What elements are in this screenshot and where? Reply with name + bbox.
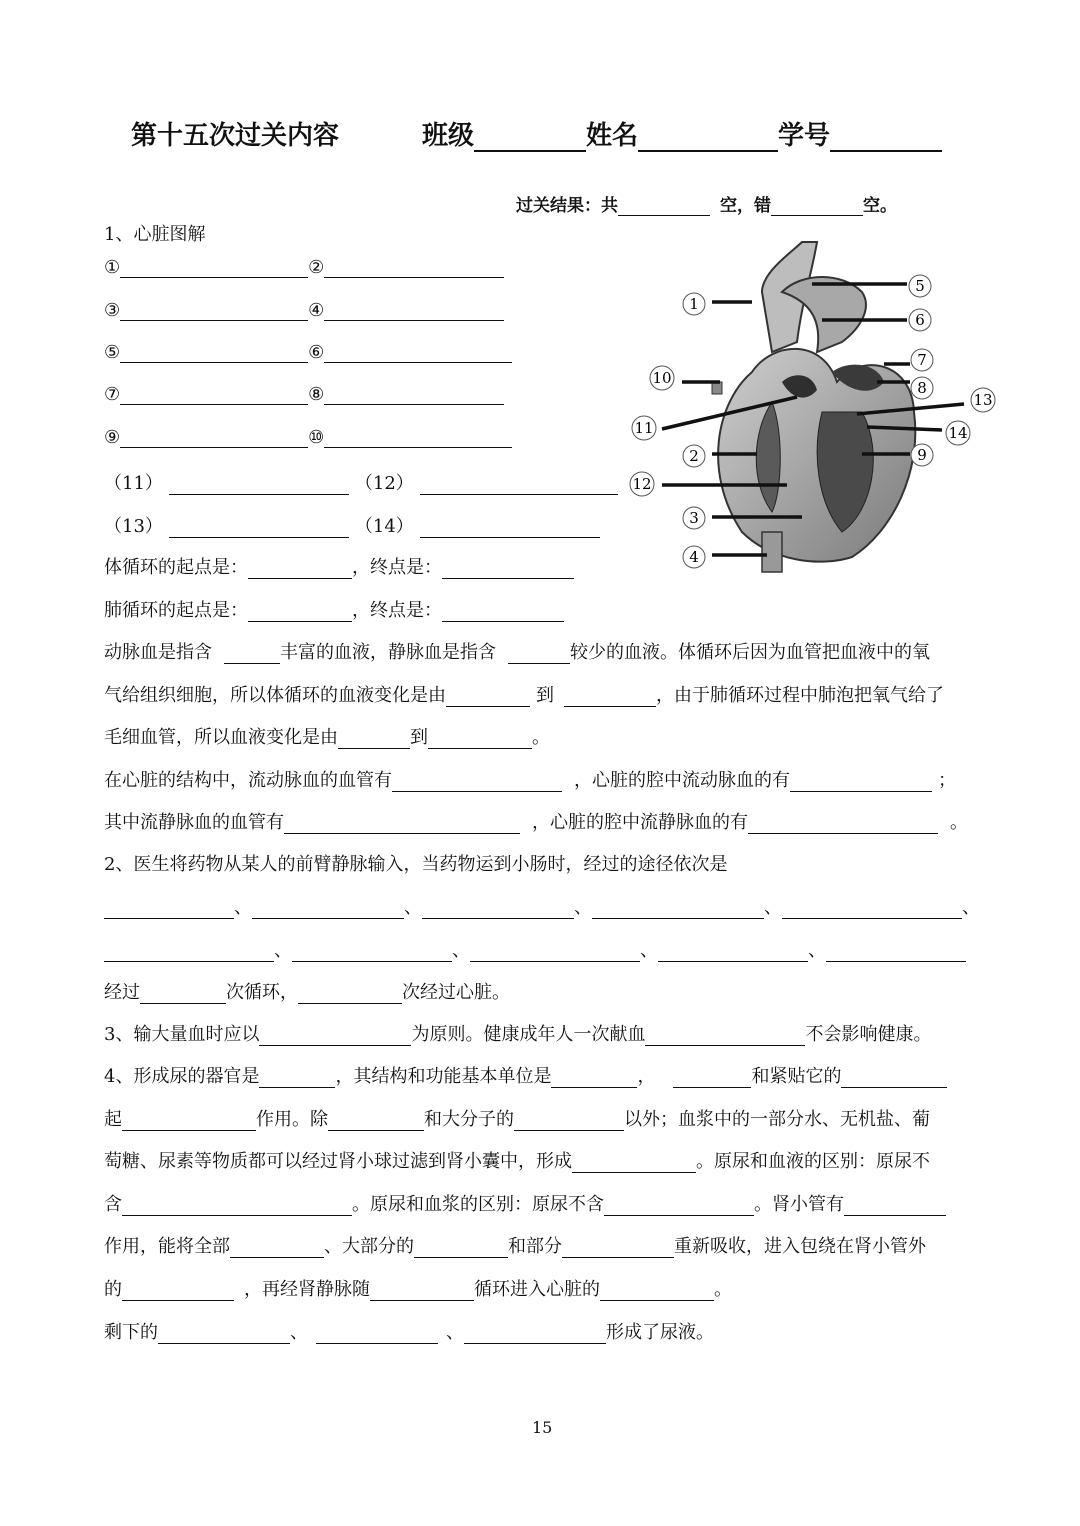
q4-blank-17[interactable] [600,1280,714,1301]
blank-12[interactable] [420,474,618,495]
q4-blank-18[interactable] [158,1323,290,1344]
q4-line-2 [104,1105,930,1131]
label-5: ⑤ [104,342,121,363]
q4-l5-a: 作用，能将全部 [104,1236,230,1257]
p2-b: 到 [536,685,554,706]
p5-c: 。 [950,812,968,833]
q4-line-6 [104,1275,732,1301]
sep: 、 [808,940,826,961]
name-blank[interactable] [638,124,778,152]
label-8: ⑧ [308,384,325,405]
blank-4[interactable] [324,300,504,321]
p4-b: ，心脏的腔中流动脉血的有 [574,770,790,791]
p1-b: 丰富的血液，静脉血是指含 [280,642,496,663]
heart-shape [712,242,915,572]
q2-path-row-2 [104,936,966,962]
diagram-label-1: 1 [689,295,699,313]
q3-row [104,1020,931,1046]
label-7: ⑦ [104,384,121,405]
q4-l2-d: 以外；血浆中的一部分水、无机盐、葡 [624,1109,930,1130]
q4-blank-8[interactable] [572,1152,696,1173]
q3-blank-2[interactable] [645,1025,805,1046]
diagram-label-2: 2 [689,447,699,465]
q4-l7-c: 、 [446,1322,464,1343]
sep: 、 [452,940,470,961]
q4-blank-16[interactable] [370,1280,474,1301]
blank-2[interactable] [324,257,504,278]
q4-l3-b: 。原尿和血液的区别：原尿不 [696,1151,930,1172]
diagram-label-8: 8 [917,379,927,397]
sep: 、 [574,897,592,918]
q4-blank-19[interactable] [316,1323,438,1344]
heart-diagram [622,232,1000,584]
q4-l2-c: 和大分子的 [424,1109,514,1130]
pulmonary-row [104,596,564,622]
p3-blank-2[interactable] [428,728,532,749]
q4-blank-9[interactable] [122,1195,352,1216]
p3-b: 到 [410,727,428,748]
q4-blank-13[interactable] [414,1237,508,1258]
q4-l7-a: 剩下的 [104,1322,158,1343]
pulmonary-start-blank[interactable] [248,601,352,622]
diagram-label-9: 9 [917,446,927,464]
p3-a: 毛细血管，所以血液变化是由 [104,727,338,748]
q3-b: 为原则。健康成年人一次献血 [411,1024,646,1045]
result-total-blank[interactable] [618,195,710,216]
id-label: 学号 [778,121,831,151]
p5-blank-2[interactable] [748,813,938,834]
systemic-start-blank[interactable] [248,558,352,579]
label-9: ⑨ [104,427,121,448]
systemic-end-blank[interactable] [442,558,574,579]
q4-blank-14[interactable] [562,1237,674,1258]
p5-a: 其中流静脉血的血管有 [104,812,284,833]
blank-13[interactable] [169,517,349,538]
label-row-3 [104,342,512,363]
p4-blank-2[interactable] [790,771,932,792]
blank-3[interactable] [120,300,308,321]
q4-l1-a: 4、形成尿的器官是 [104,1066,260,1087]
path-blank-2[interactable] [252,898,404,919]
q4-l3-a: 萄糖、尿素等物质都可以经过肾小球过滤到肾小囊中，形成 [104,1151,572,1172]
q4-line-5 [104,1232,926,1258]
label-3: ③ [104,300,121,321]
q3-a: 3、输大量血时应以 [104,1024,260,1045]
p5-b: ，心脏的腔中流静脉血的有 [532,812,748,833]
path-blank-3[interactable] [422,898,574,919]
para-line-3 [104,723,550,749]
result-mid: 空，错 [720,196,771,216]
q4-l1-d: 和紧贴它的 [751,1066,842,1087]
q4-line-1 [104,1062,947,1088]
label-row-2 [104,300,504,321]
q4-line-4 [104,1190,946,1216]
label-row-5 [104,427,512,448]
label-row-4 [104,384,504,405]
label-2: ② [308,257,325,278]
path-blank-7[interactable] [292,941,452,962]
q3-blank-1[interactable] [259,1025,411,1046]
q4-l5-d: 重新吸收，进入包绕在肾小管外 [674,1236,926,1257]
systemic-row [104,553,574,579]
q4-blank-11[interactable] [844,1195,946,1216]
q4-l6-c: 循环进入心脏的 [474,1279,600,1300]
label-row-6 [104,469,618,495]
diagram-label-3: 3 [689,509,699,527]
diagram-label-14: 14 [948,424,968,442]
path-blank-9[interactable] [658,941,808,962]
diagram-label-7: 7 [917,351,927,369]
q2-pass-a: 经过 [104,982,140,1003]
label-row-1 [104,257,504,278]
q4-line-3 [104,1147,930,1173]
q4-l1-b: ，其结构和功能基本单位是 [335,1066,552,1087]
systemic-end-label: ，终点是： [352,557,442,578]
q4-blank-20[interactable] [464,1323,606,1344]
label-row-7 [104,512,600,538]
label-14: （14） [354,516,414,537]
result-prefix: 过关结果：共 [516,196,618,216]
diagram-label-5: 5 [915,277,925,295]
diagram-label-4: 4 [689,548,699,566]
q4-blank-7[interactable] [514,1110,624,1131]
blank-5[interactable] [120,342,308,363]
diagram-label-13: 13 [973,391,993,409]
sep: 、 [274,940,292,961]
sep: 、 [764,897,782,918]
q4-l4-a: 含 [104,1194,122,1215]
q4-blank-6[interactable] [328,1110,424,1131]
q4-blank-unit[interactable] [551,1067,637,1088]
p4-blank-1[interactable] [392,771,562,792]
q2-pass-c: 次经过心脏。 [402,982,510,1003]
p1-blank-1[interactable] [224,643,280,664]
p2-blank-2[interactable] [564,686,656,707]
p2-a: 气给组织细胞，所以体循环的血液变化是由 [104,685,446,706]
q4-l2-a: 起 [104,1109,122,1130]
class-label: 班级 [422,121,475,151]
p3-c: 。 [532,727,550,748]
q4-blank-5[interactable] [122,1110,256,1131]
name-label: 姓名 [586,121,639,151]
diagram-label-12: 12 [632,475,652,493]
path-blank-1[interactable] [104,898,234,919]
q4-blank-10[interactable] [604,1195,754,1216]
pulmonary-end-blank[interactable] [442,601,564,622]
q4-l6-b: ，再经肾静脉随 [244,1279,370,1300]
q4-blank-4[interactable] [841,1067,947,1088]
q4-l4-c: 。肾小管有 [754,1194,844,1215]
blank-7[interactable] [120,384,308,405]
sep: 、 [640,940,658,961]
p5-blank-1[interactable] [284,813,520,834]
label-4: ④ [308,300,325,321]
para-line-4 [104,766,956,792]
para-line-5 [104,808,968,834]
id-blank[interactable] [830,124,942,152]
q4-l2-b: 作用。除 [256,1109,328,1130]
diagram-label-10: 10 [652,369,672,387]
blank-14[interactable] [420,517,600,538]
cycle-count-blank[interactable] [140,983,226,1004]
path-blank-6[interactable] [104,941,274,962]
class-field [422,115,942,152]
diagram-label-6: 6 [915,311,925,329]
page-title: 第十五次过关内容 [131,121,340,151]
para-line-1 [104,638,930,664]
blank-8[interactable] [324,384,504,405]
result-wrong-blank[interactable] [771,195,863,216]
q2-pass-row [104,978,510,1004]
blank-1[interactable] [120,257,308,278]
q4-blank-15[interactable] [122,1280,234,1301]
blank-10[interactable] [324,427,512,448]
q4-blank-12[interactable] [230,1237,324,1258]
q2-path-row-1 [104,893,980,919]
class-blank[interactable] [474,124,586,152]
q4-l6-a: 的 [104,1279,122,1300]
path-blank-10[interactable] [826,941,966,962]
p4-a: 在心脏的结构中，流动脉血的血管有 [104,770,392,791]
q4-l1-c: ， [637,1066,656,1087]
sep: 、 [404,897,422,918]
q4-l5-c: 和部分 [508,1236,562,1257]
q4-l7-d: 形成了尿液。 [606,1322,714,1343]
q3-c: 不会影响健康。 [805,1024,932,1045]
p2-blank-1[interactable] [446,686,530,707]
result-suffix: 空。 [863,196,897,216]
q4-l4-b: 。原尿和血浆的区别：原尿不含 [352,1194,604,1215]
sep: 、 [234,897,252,918]
p4-c: ； [938,770,956,791]
q4-l6-d: 。 [714,1279,732,1300]
label-10: ⑩ [308,427,325,448]
blank-6[interactable] [324,342,512,363]
q1-heading: 1、心脏图解 [104,224,206,245]
systemic-start-label: 体循环的起点是： [104,557,248,578]
p1-blank-2[interactable] [508,643,570,664]
label-11: （11） [104,473,163,494]
para-line-2 [104,681,944,707]
q2-question: 2、医生将药物从某人的前臂静脉输入，当药物运到小肠时，经过的途径依次是 [104,854,728,875]
label-6: ⑥ [308,342,325,363]
q4-l7-b: 、 [290,1322,308,1343]
page-number: 15 [532,1418,553,1437]
diagram-label-11: 11 [634,419,654,437]
q4-line-7 [104,1318,714,1344]
blank-9[interactable] [120,427,308,448]
p1-c: 较少的血液。体循环后因为血管把血液中的氧 [570,642,930,663]
p1-a: 动脉血是指含 [104,642,212,663]
q4-blank-organ[interactable] [259,1067,335,1088]
path-blank-4[interactable] [592,898,764,919]
sep: 、 [962,897,980,918]
heart-count-blank[interactable] [298,983,402,1004]
p2-c: ，由于肺循环过程中肺泡把氧气给了 [656,685,944,706]
result-line [516,191,897,216]
p3-blank-1[interactable] [338,728,410,749]
path-blank-8[interactable] [470,941,640,962]
pulmonary-start-label: 肺循环的起点是： [104,600,248,621]
path-blank-5[interactable] [782,898,962,919]
label-12: （12） [354,473,414,494]
label-13: （13） [104,516,163,537]
q4-l5-b: 、大部分的 [324,1236,414,1257]
label-1: ① [104,257,121,278]
pulmonary-end-label: ，终点是： [352,600,442,621]
q2-pass-b: 次循环， [226,982,298,1003]
q4-blank-3[interactable] [673,1067,751,1088]
blank-11[interactable] [169,474,349,495]
